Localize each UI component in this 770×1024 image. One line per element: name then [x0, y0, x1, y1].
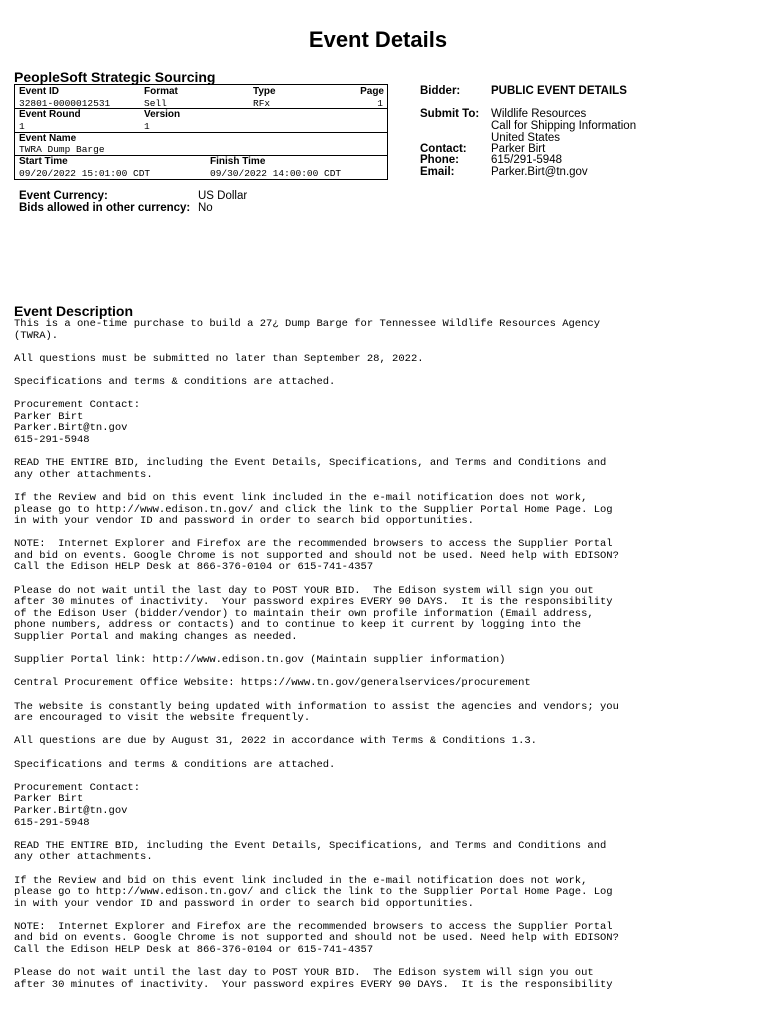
- event-round-value: 1: [19, 121, 25, 132]
- other-currency-label: Bids allowed in other currency:: [19, 202, 191, 214]
- phone-label: Phone:: [420, 154, 459, 166]
- format-value: Sell: [144, 98, 167, 109]
- finish-time-value: 09/30/2022 14:00:00 CDT: [210, 168, 342, 179]
- page-label: Page: [360, 86, 384, 97]
- description-paragraph: If the Review and bid on this event link included in the e-mail notification does not work, please go to http://www.edison.tn.gov/ and click the link to the Supplier Portal Home Page. Log in with your vendor ID and password in order to search bid opportunities.: [14, 491, 613, 528]
- description-paragraph: READ THE ENTIRE BID, including the Event Details, Specifications, and Terms and Conditions and any other attachments.: [14, 839, 607, 864]
- finish-time-label: Finish Time: [210, 156, 266, 167]
- other-currency-value: No: [198, 202, 213, 214]
- type-value: RFx: [253, 98, 271, 109]
- currency-value: US Dollar: [198, 190, 248, 202]
- event-id-label: Event ID: [19, 86, 60, 97]
- event-name-value: TWRA Dump Barge: [19, 144, 105, 155]
- description-paragraph: NOTE: Internet Explorer and Firefox are the recommended browsers to access the Supplier Portal and bid on events. Google Chrome is not supported and should not be used. Need help with EDISON? Call the Edison HELP Desk at 866-376-0104 or 615-741-4357: [14, 920, 619, 957]
- event-round-label: Event Round: [19, 109, 81, 120]
- version-label: Version: [144, 109, 181, 120]
- submit-to-line: Call for Shipping Information: [491, 120, 637, 132]
- phone-value: 615/291-5948: [491, 154, 562, 166]
- description-paragraph: Specifications and terms & conditions are attached.: [14, 758, 336, 771]
- event-description: [14, 319, 754, 1003]
- description-paragraph: All questions must be submitted no later than September 28, 2022.: [14, 352, 424, 365]
- page-title: Event Details: [308, 27, 448, 52]
- description-paragraph: All questions are due by August 31, 2022 in accordance with Terms & Conditions 1.3.: [14, 735, 537, 748]
- start-time-value: 09/20/2022 15:01:00 CDT: [19, 168, 151, 179]
- description-heading: Event Description: [14, 303, 134, 319]
- type-label: Type: [253, 86, 276, 97]
- bidder-value: PUBLIC EVENT DETAILS: [491, 85, 627, 97]
- format-label: Format: [144, 86, 178, 97]
- event-name-label: Event Name: [19, 133, 77, 144]
- submit-to-line: Wildlife Resources: [491, 108, 587, 120]
- description-paragraph: Please do not wait until the last day to POST YOUR BID. The Edison system will sign you out after 30 minutes of inactivity. Your password expires EVERY 90 DAYS. It is the responsibility of the Edison User (bidder/vendor) to maintain their own profile information (Email address, phone numbers, address or contacts) and to continue to keep it current by logging into the Supplier Portal and making changes as needed.: [14, 584, 613, 644]
- contact-label: Contact:: [420, 143, 467, 155]
- page-value: 1: [377, 98, 383, 109]
- table-divider: [15, 155, 387, 156]
- description-paragraph: Central Procurement Office Website: https://www.tn.gov/generalservices/procurement: [14, 677, 531, 690]
- description-paragraph: Procurement Contact: Parker Birt Parker.Birt@tn.gov 615-291-5948: [14, 781, 141, 829]
- description-paragraph: The website is constantly being updated with information to assist the agencies and vendors; you are encouraged to visit the website frequently.: [14, 700, 619, 725]
- contact-value: Parker Birt: [491, 143, 546, 155]
- bidder-label: Bidder:: [420, 85, 461, 97]
- description-paragraph: NOTE: Internet Explorer and Firefox are the recommended browsers to access the Supplier Portal and bid on events. Google Chrome is not supported and should not be used. Need help with EDISON? Call the Edison HELP Desk at 866-376-0104 or 615-741-4357: [14, 538, 619, 574]
- description-paragraph: Procurement Contact: Parker Birt Parker.Birt@tn.gov 615-291-5948: [14, 399, 141, 446]
- event-id-value: 32801-0000012531: [19, 98, 111, 109]
- version-value: 1: [144, 121, 150, 132]
- email-label: Email:: [420, 166, 455, 178]
- organization-name: PeopleSoft Strategic Sourcing: [14, 69, 216, 85]
- submit-to-line: United States: [491, 132, 561, 144]
- email-value: Parker.Birt@tn.gov: [491, 166, 588, 178]
- submit-to-label: Submit To:: [420, 108, 480, 120]
- description-paragraph: READ THE ENTIRE BID, including the Event Details, Specifications, and Terms and Conditions and any other attachments.: [14, 457, 607, 481]
- currency-label: Event Currency:: [19, 190, 108, 202]
- description-paragraph: Supplier Portal link: http://www.edison.tn.gov (Maintain supplier information): [14, 654, 506, 667]
- description-paragraph: This is a one-time purchase to build a 27¿ Dump Barge for Tennessee Wildlife Resources Agency (TWRA).: [14, 318, 600, 342]
- description-paragraph: If the Review and bid on this event link included in the e-mail notification does not work, please go to http://www.edison.tn.gov/ and click the link to the Supplier Portal Home Page. Log in with your vendor ID and password in order to search bid opportunities.: [14, 874, 613, 910]
- description-paragraph: Specifications and terms & conditions are attached.: [14, 375, 336, 388]
- description-paragraph: Please do not wait until the last day to POST YOUR BID. The Edison system will sign you out after 30 minutes of inactivity. Your password expires EVERY 90 DAYS. It is the responsibility: [14, 967, 613, 991]
- event-summary-table: [14, 84, 388, 180]
- start-time-label: Start Time: [19, 156, 68, 167]
